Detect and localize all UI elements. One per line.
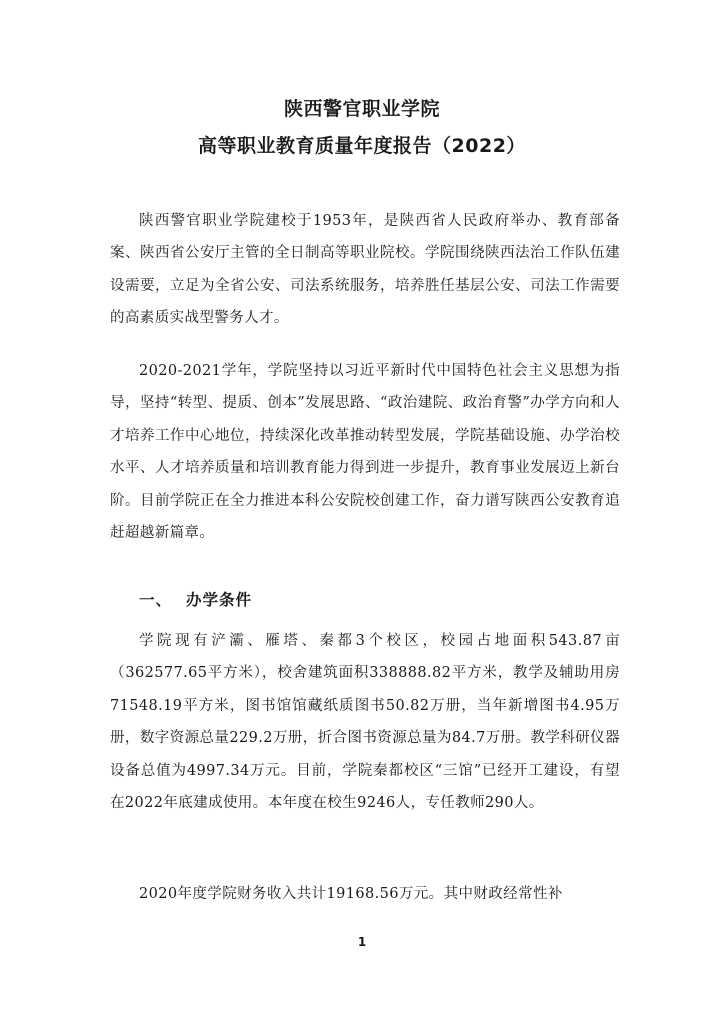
section-number: 一、 xyxy=(139,591,173,609)
finance-paragraph: 2020年度学院财务收入共计19168.56万元。其中财政经常性补 xyxy=(139,886,563,902)
section-heading-conditions xyxy=(139,588,252,610)
page-number: 1 xyxy=(357,935,367,949)
report-title-main: 高等职业教育质量年度报告（2022） xyxy=(198,135,526,157)
conditions-paragraph: 学院现有浐灞、雁塔、秦都3个校区，校园占地面积543.87亩（362577.65平方米），校舍建筑面积338888.82平方米，教学及辅助用房71548.19平方米，图书馆馆藏纸质图书50.82万册，当年新增图书4.95万册，数字资源总量229.2万册，折合图书资源总量为84.7万册。教学科研仪器设备总值为4997.34万元。目前，学院秦都校区“三馆”已经开工建设，有望在2022年底建成使用。本年度在校生9246人，专任教师290人。 xyxy=(110,633,620,812)
report-title-school: 陕西警官职业学院 xyxy=(283,98,440,120)
overview-paragraph: 2020-2021学年，学院坚持以习近平新时代中国特色社会主义思想为指导，坚持“转型、提质、创本”发展思路、“政治建院、政治育警”办学方向和人才培养工作中心地位，持续深化改革推动转型发展，学院基础设施、办学治校水平、人才培养质量和培训教育能力得到进一步提升，教育事业发展迈上新台阶。目前学院正在全力推进本科公安院校创建工作，奋力谱写陕西公安教育追赶超越新篇章。 xyxy=(110,363,620,542)
intro-paragraph: 陕西警官职业学院建校于1953年，是陕西省人民政府举办、教育部备案、陕西省公安厅主管的全日制高等职业院校。学院围绕陕西法治工作队伍建设需要，立足为全省公安、司法系统服务，培养胜任基层公安、司法工作需要的高素质实战型警务人才。 xyxy=(110,213,620,327)
section-title: 办学条件 xyxy=(186,591,253,609)
